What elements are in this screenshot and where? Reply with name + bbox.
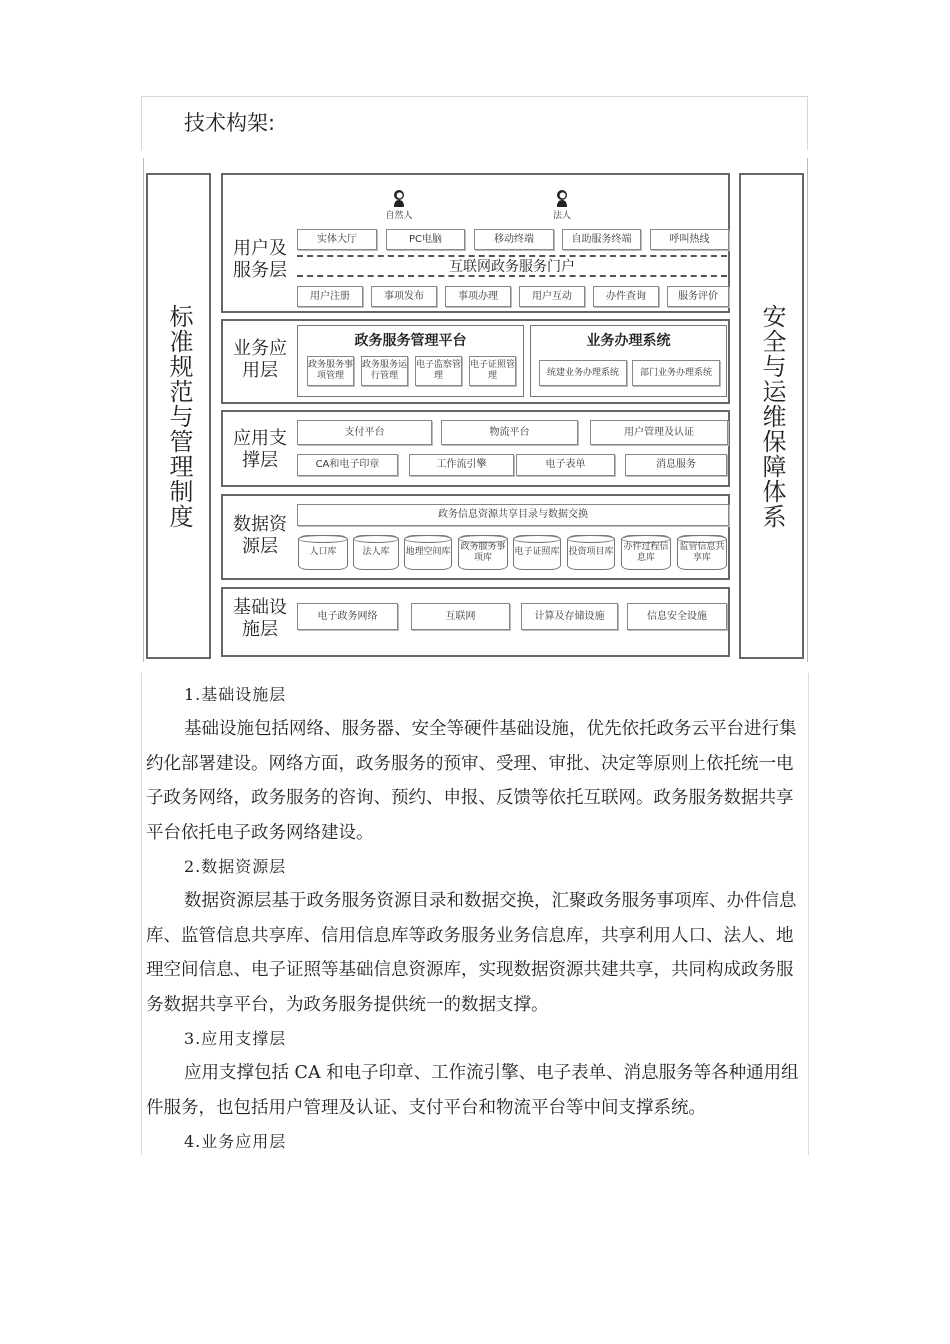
person-icon — [392, 189, 406, 207]
platform-item: 电子证照管理 — [469, 356, 516, 386]
person-icon — [555, 189, 569, 207]
right-security-label: 安全与运维保障体系 — [758, 303, 786, 529]
section-title: 3.应用支撑层 — [184, 1029, 287, 1048]
infra-layer-label: 基础设施层 — [233, 597, 287, 640]
right-security-box — [739, 173, 804, 659]
db-cylinder: 人口库 — [298, 535, 348, 570]
person-legal — [542, 189, 582, 221]
channel-box: 移动终端 — [474, 229, 554, 250]
left-standards-box — [146, 173, 211, 659]
system-title: 业务办理系统 — [586, 333, 671, 349]
db-cylinder: 电子证照库 — [513, 535, 561, 570]
section-body: 数据资源层基于政务服务资源目录和数据交换，汇聚政务服务事项库、办件信息库、监管信息共享库、信用信息库等政务服务业务信息库，共享利用人口、法人、地理空间信息、电子证照等基础信息资源库，实现数据资源共建共享，共同构成政务服务数据共享平台，为政务服务提供统一的数据支撑。 — [146, 891, 797, 1015]
business-application-layer — [221, 319, 730, 404]
user-layer-label: 用户及服务层 — [233, 238, 287, 281]
service-box: 用户注册 — [297, 286, 363, 307]
data-exchange-box: 政务信息资源共享目录与数据交换 — [297, 504, 729, 526]
service-box: 用户互动 — [519, 286, 585, 307]
left-standards-label: 标准规范与管理制度 — [165, 303, 193, 529]
channel-box: PC电脑 — [386, 229, 465, 250]
heading-title: 技术构架: — [184, 111, 276, 135]
infrastructure-layer — [221, 587, 730, 657]
person-natural-label: 自然人 — [385, 211, 413, 221]
user-service-layer — [221, 173, 730, 313]
db-cylinder: 投资项目库 — [567, 535, 615, 570]
person-natural — [379, 189, 419, 221]
business-layer-label: 业务应用层 — [233, 338, 287, 381]
channel-box: 呼叫热线 — [650, 229, 729, 250]
service-management-platform — [297, 325, 524, 397]
support-box: 消息服务 — [625, 454, 727, 476]
service-box: 事项发布 — [371, 286, 437, 307]
data-resource-layer — [221, 494, 730, 580]
application-support-layer — [221, 410, 730, 487]
channel-box: 实体大厅 — [297, 229, 377, 250]
business-handling-system — [530, 325, 727, 397]
infra-box: 电子政务网络 — [297, 603, 398, 630]
infra-box: 信息安全设施 — [627, 603, 727, 630]
system-item: 统建业务办理系统 — [539, 360, 627, 386]
section-title: 1.基础设施层 — [184, 685, 287, 704]
channel-box: 自助服务终端 — [562, 229, 641, 250]
heading-box — [141, 96, 808, 150]
support-layer-label: 应用支撑层 — [233, 428, 287, 471]
support-box: 用户管理及认证 — [590, 420, 728, 445]
section-body: 基础设施包括网络、服务器、安全等硬件基础设施，优先依托政务云平台进行集约化部署建设。网络方面，政务服务的预审、受理、审批、决定等原则上依托统一电子政务网络，政务服务的咨询、预约、申报、反馈等依托互联网。政务服务数据共享平台依托电子政务网络建设。 — [146, 719, 797, 843]
infra-box: 计算及存储设施 — [521, 603, 618, 630]
support-box: 工作流引擎 — [409, 454, 514, 476]
support-box: 物流平台 — [441, 420, 578, 445]
service-box: 服务评价 — [667, 286, 729, 307]
person-legal-label: 法人 — [552, 211, 571, 221]
service-box: 办件查询 — [593, 286, 659, 307]
data-layer-label: 数据资源层 — [233, 514, 287, 557]
document-body — [141, 673, 809, 1155]
db-cylinder: 办件过程信息库 — [621, 535, 671, 570]
db-cylinder: 监管信息共享库 — [677, 535, 727, 570]
support-box: 电子表单 — [516, 454, 615, 476]
platform-title: 政务服务管理平台 — [354, 333, 467, 349]
support-box: CA和电子印章 — [297, 454, 398, 476]
infra-box: 互联网 — [411, 603, 510, 630]
support-box: 支付平台 — [297, 420, 432, 445]
db-cylinder: 地理空间库 — [404, 535, 452, 570]
platform-item: 政务服务运行管理 — [361, 356, 408, 386]
db-cylinder: 政务服务事项库 — [458, 535, 508, 570]
system-item: 部门业务办理系统 — [632, 360, 720, 386]
architecture-diagram — [143, 158, 808, 662]
db-cylinder: 法人库 — [353, 535, 399, 570]
section-body: 应用支撑包括 CA 和电子印章、工作流引擎、电子表单、消息服务等各种通用组件服务，也包括用户管理及认证、支付平台和物流平台等中间支撑系统。 — [146, 1063, 799, 1118]
internet-portal: 互联网政务服务门户 — [297, 255, 727, 277]
platform-item: 电子监察管理 — [415, 356, 462, 386]
section-title: 4.业务应用层 — [184, 1132, 287, 1151]
platform-item: 政务服务事项管理 — [307, 356, 354, 386]
service-box: 事项办理 — [445, 286, 511, 307]
section-title: 2.数据资源层 — [184, 857, 287, 876]
